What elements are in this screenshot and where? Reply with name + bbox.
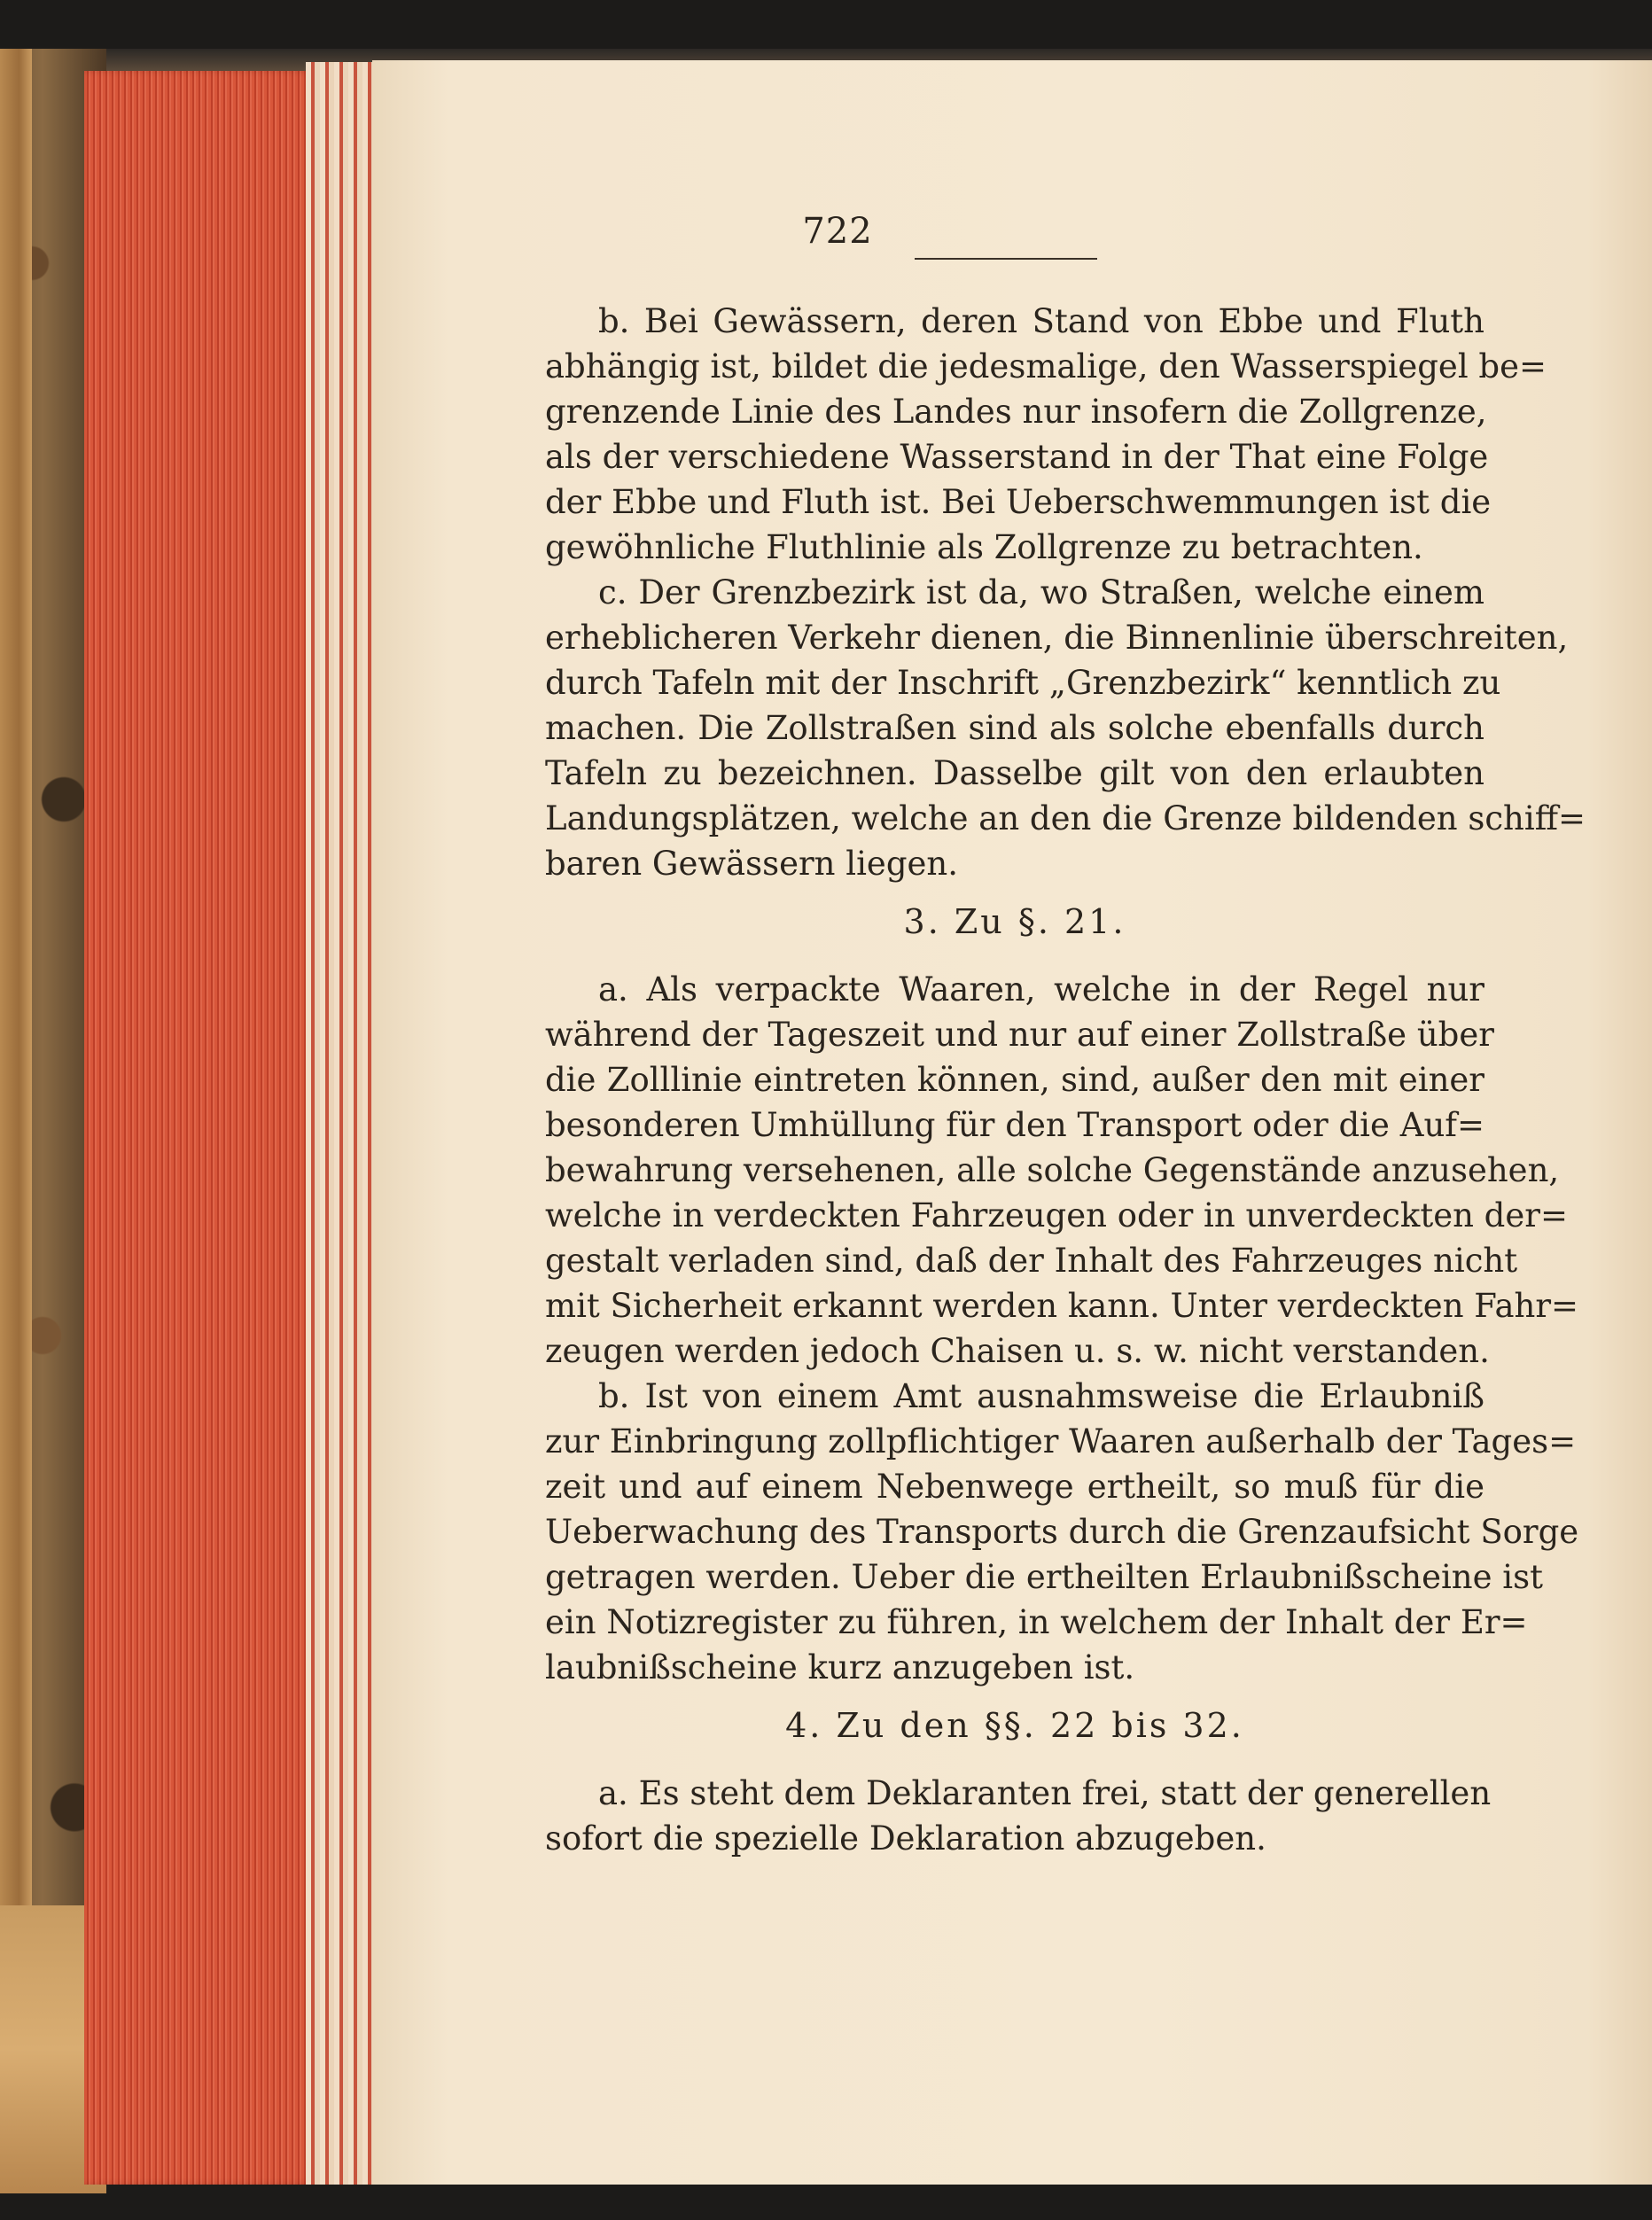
book-spine-leather bbox=[0, 49, 32, 2193]
text-line: besonderen Umhüllung für den Transport oder die Auf= bbox=[545, 1106, 1484, 1144]
page-number-rule bbox=[915, 258, 1097, 260]
text-line: c. Der Grenzbezirk ist da, wo Straßen, welche einem bbox=[598, 573, 1484, 611]
text-line: b. Bei Gewässern, deren Stand von Ebbe und Fluth bbox=[598, 302, 1484, 340]
text-line: ein Notizregister zu führen, in welchem der Inhalt der Er= bbox=[545, 1603, 1528, 1641]
text-line: während der Tageszeit und nur auf einer Zollstraße über bbox=[545, 1016, 1494, 1054]
text-line: a. Als verpackte Waaren, welche in der Regel nur bbox=[598, 970, 1484, 1009]
text-line: Ueberwachung des Transports durch die Grenzaufsicht Sorge bbox=[545, 1513, 1579, 1551]
page-number: 722 bbox=[802, 211, 873, 252]
text-line: Landungsplätzen, welche an den die Grenze bildenden schiff= bbox=[545, 799, 1586, 837]
section-heading: 4. Zu den §§. 22 bis 32. bbox=[785, 1706, 1244, 1745]
text-line: zur Einbringung zollpflichtiger Waaren außerhalb der Tages= bbox=[545, 1422, 1577, 1461]
book-page bbox=[372, 60, 1652, 2185]
text-line: welche in verdeckten Fahrzeugen oder in unverdeckten der= bbox=[545, 1196, 1568, 1235]
text-line: laubnißscheine kurz anzugeben ist. bbox=[545, 1648, 1135, 1686]
text-line: der Ebbe und Fluth ist. Bei Ueberschwemmungen ist die bbox=[545, 483, 1492, 521]
text-line: a. Es steht dem Deklaranten frei, statt der generellen bbox=[598, 1774, 1492, 1812]
text-line: b. Ist von einem Amt ausnahmsweise die Erlaubniß bbox=[598, 1377, 1484, 1415]
text-line: Tafeln zu bezeichnen. Dasselbe gilt von den erlaubten bbox=[545, 754, 1484, 792]
text-line: die Zolllinie eintreten können, sind, außer den mit einer bbox=[545, 1061, 1484, 1099]
text-line: mit Sicherheit erkannt werden kann. Unter verdeckten Fahr= bbox=[545, 1287, 1579, 1325]
text-line: gewöhnliche Fluthlinie als Zollgrenze zu betrachten. bbox=[545, 528, 1423, 566]
section-heading: 3. Zu §. 21. bbox=[903, 902, 1126, 941]
text-line: machen. Die Zollstraßen sind als solche ebenfalls durch bbox=[545, 709, 1484, 747]
text-line: gestalt verladen sind, daß der Inhalt des Fahrzeuges nicht bbox=[545, 1242, 1518, 1280]
text-line: zeit und auf einem Nebenwege ertheilt, so muß für die bbox=[545, 1468, 1484, 1506]
text-line: abhängig ist, bildet die jedesmalige, den Wasserspiegel be= bbox=[545, 347, 1547, 386]
text-line: als der verschiedene Wasserstand in der That eine Folge bbox=[545, 438, 1489, 476]
text-line: getragen werden. Ueber die ertheilten Erlaubnißscheine ist bbox=[545, 1558, 1543, 1596]
text-line: grenzende Linie des Landes nur insofern die Zollgrenze, bbox=[545, 393, 1487, 431]
text-line: sofort die spezielle Deklaration abzugeben. bbox=[545, 1819, 1266, 1858]
text-line: erheblicheren Verkehr dienen, die Binnenlinie überschreiten, bbox=[545, 619, 1569, 657]
text-line: baren Gewässern liegen. bbox=[545, 845, 958, 883]
text-line: durch Tafeln mit der Inschrift „Grenzbezirk“ kenntlich zu bbox=[545, 664, 1501, 702]
text-line: bewahrung versehenen, alle solche Gegenstände anzusehen, bbox=[545, 1151, 1560, 1189]
page-edge-stripes bbox=[306, 62, 377, 2185]
text-line: zeugen werden jedoch Chaisen u. s. w. nicht verstanden. bbox=[545, 1332, 1490, 1370]
